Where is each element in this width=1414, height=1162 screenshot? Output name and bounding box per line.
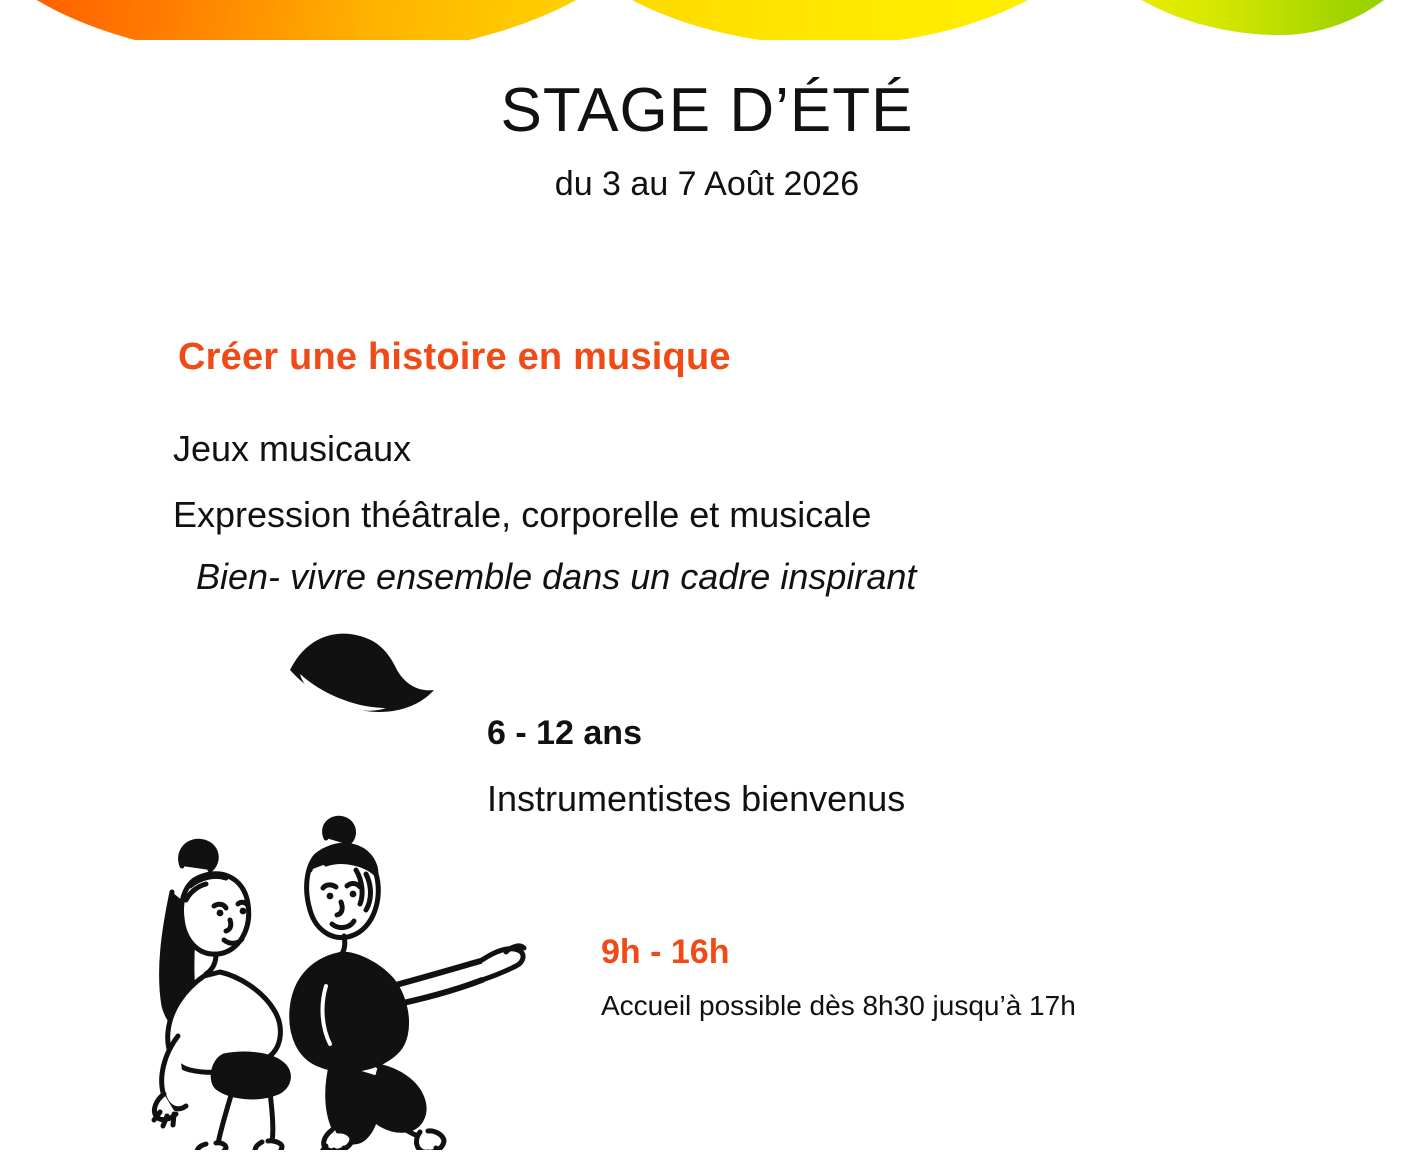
gradient-blob-orange [0,0,660,40]
poster-header [0,78,1414,204]
brush-stroke-icon [278,630,448,720]
instrumentists-note: Instrumentistes bienvenus [487,778,906,819]
activity-line-2: Expression théâtrale, corporelle et musicale [173,494,872,535]
poster-dates: du 3 au 7 Août 2026 [554,165,860,204]
activity-line-1: Jeux musicaux [173,428,412,469]
age-range: 6 - 12 ans [487,714,642,752]
poster-headline: Créer une histoire en musique [178,336,731,378]
gradient-blob-green [1040,0,1414,35]
activity-line-3: Bien- vivre ensemble dans un cadre inspirant [196,556,917,597]
gradient-blob-yellow [520,0,1140,40]
hours-label: 9h - 16h [601,933,730,971]
top-gradient-band [0,0,1414,40]
welcome-note: Accueil possible dès 8h30 jusqu’à 17h [601,990,1076,1021]
two-children-illustration [120,800,600,1150]
page-title: STAGE D’ÉTÉ [500,76,914,145]
